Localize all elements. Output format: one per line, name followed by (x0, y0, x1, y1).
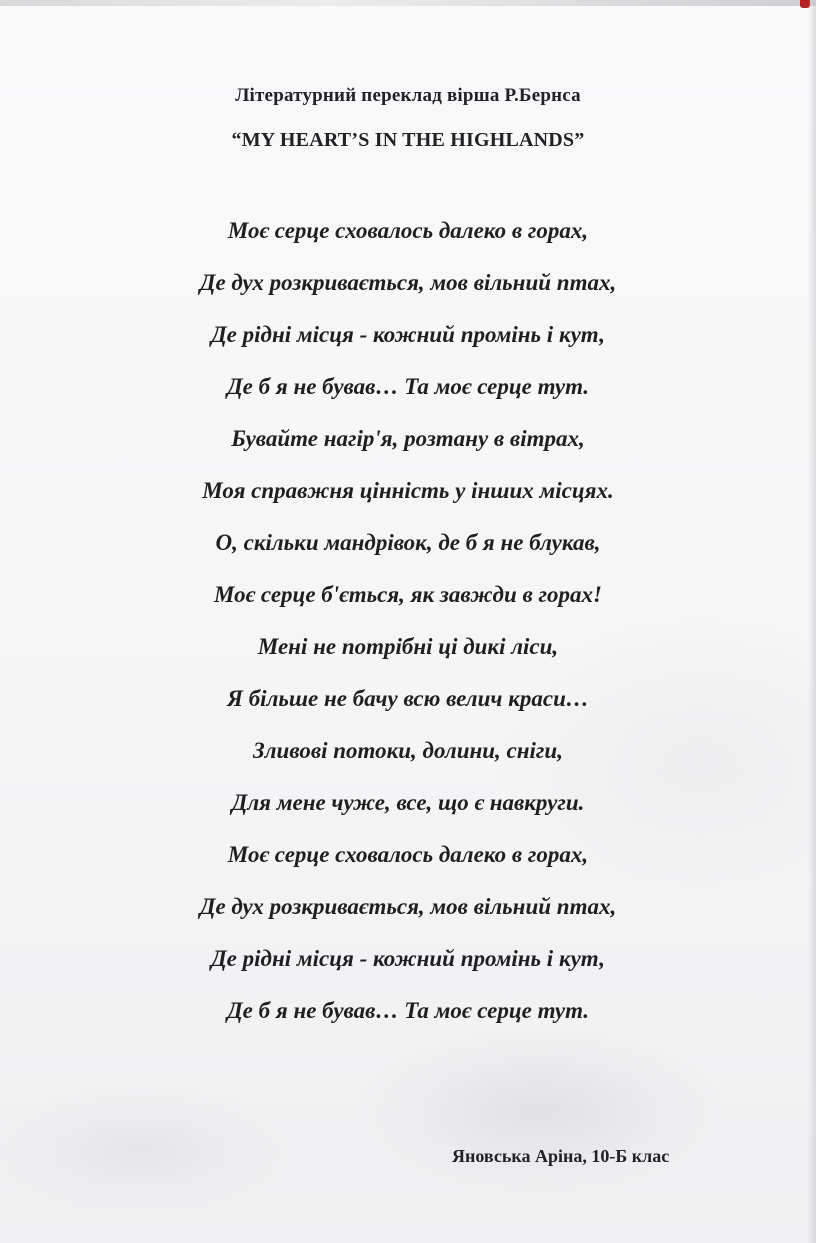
poem-line: Де б я не бував… Та моє серце тут. (226, 374, 590, 399)
author-signature: Яновська Аріна, 10-Б клас (452, 1146, 670, 1166)
poem-line: Бувайте нагір'я, розтану в вітрах, (231, 426, 585, 451)
poem-line: О, скільки мандрівок, де б я не блукав, (215, 530, 601, 555)
poem-line: Де рідні місця - кожний промінь і кут, (210, 946, 606, 971)
poem-line: Я більше не бачу всю велич краси… (227, 686, 589, 711)
poem-line: Де б я не бував… Та моє серце тут. (226, 998, 590, 1023)
poem-line: Моя справжня цінність у інших місцях. (202, 478, 614, 503)
poem-line: Де рідні місця - кожний промінь і кут, (210, 322, 606, 347)
poem-line: Де дух розкривається, мов вільний птах, (199, 894, 617, 919)
top-edge-strip (0, 0, 816, 6)
poem-line: Зливові потоки, долини, сніги, (253, 738, 563, 763)
document-title: Літературний переклад вірша Р.Бернса (235, 85, 581, 106)
poem-line: Де дух розкривається, мов вільний птах, (199, 270, 617, 295)
poem-line: Для мене чуже, все, що є навкруги. (231, 790, 585, 815)
poem-line: Моє серце сховалось далеко в горах, (227, 842, 589, 867)
poem-line: Моє серце б'ється, як завжди в горах! (214, 582, 602, 607)
poem-line: Мені не потрібні ці дикі ліси, (257, 634, 559, 659)
poem-line: Моє серце сховалось далеко в горах, (227, 218, 589, 243)
poem-text (0, 213, 816, 1045)
poem-original-title: “MY HEART’S IN THE HIGHLANDS” (231, 129, 585, 151)
